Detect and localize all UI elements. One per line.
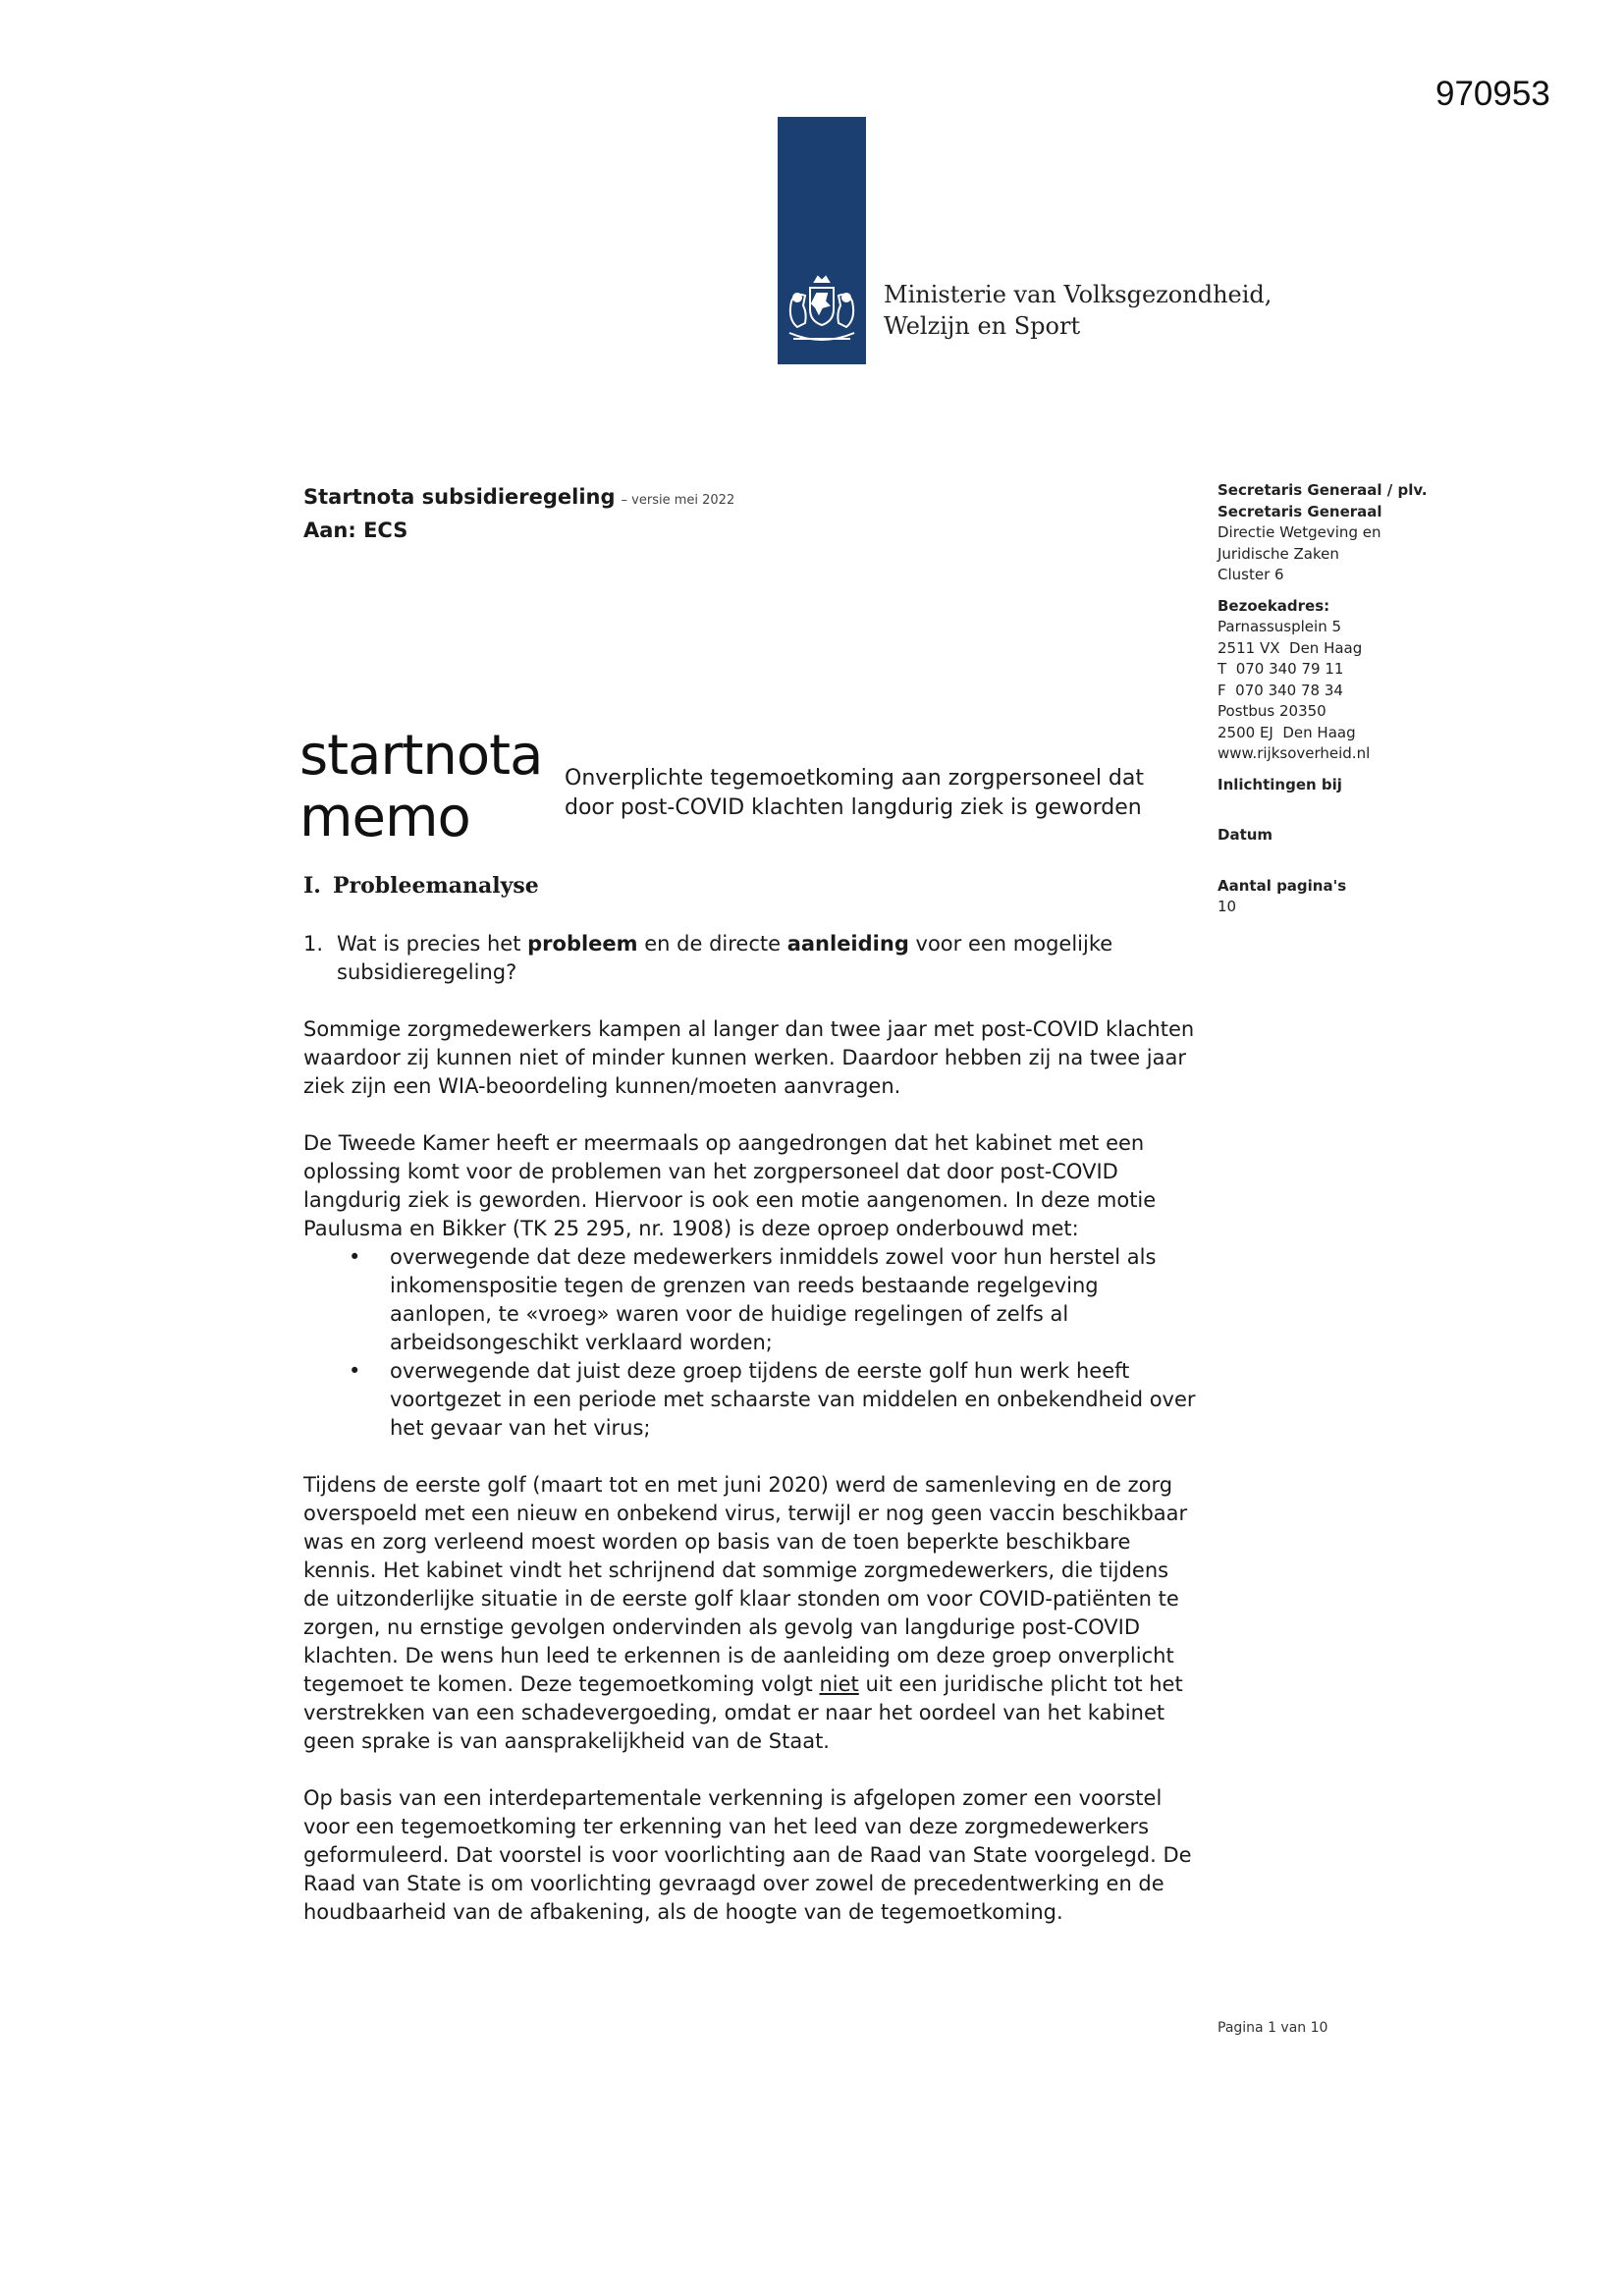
page-number: Pagina 1 van 10 xyxy=(1218,2020,1328,2036)
paragraph-2: De Tweede Kamer heeft er meermaals op aangedrongen dat het kabinet met een oplossing komt voor de problemen van het zorgpersoneel dat door post-COVID langdurig ziek is geworden. Hiervoor is ook een motie aangenomen. In deze motie Paulusma en Bikker (TK 25 295, nr. 1908) is deze oproep onderbouwd met: xyxy=(303,1131,1157,1240)
sender-line1: Secretaris Generaal / plv. xyxy=(1218,481,1428,499)
question-number: 1. xyxy=(303,932,324,956)
section-heading xyxy=(303,872,1199,901)
phone: T 070 340 79 11 xyxy=(1218,660,1344,678)
memo-title xyxy=(299,725,542,848)
department-line1: Directie Wetgeving en xyxy=(1218,523,1381,541)
section-title: Probleemanalyse xyxy=(332,873,539,899)
document-body xyxy=(303,872,1199,1955)
cluster: Cluster 6 xyxy=(1218,566,1284,583)
department-line2: Juridische Zaken xyxy=(1218,544,1339,563)
postcode-city: 2511 VX Den Haag xyxy=(1218,638,1363,657)
memo-title-line2: memo xyxy=(299,786,470,849)
list-item xyxy=(303,1243,1199,1357)
ministry-name xyxy=(884,279,1272,342)
underlined-emphasis: niet xyxy=(819,1672,859,1696)
section-number: I. xyxy=(303,873,321,899)
pobox: Postbus 20350 xyxy=(1218,702,1326,720)
document-number: 970953 xyxy=(1435,75,1550,113)
question-text: en de directe xyxy=(637,932,787,956)
paragraph-1: Sommige zorgmedewerkers kampen al langer dan twee jaar met post-COVID klachten waardoor zij kunnen niet of minder kunnen werken. Daardoor hebben zij na twee jaar ziek zijn een WIA-beoordeling kunnen/moeten aanvragen. xyxy=(303,1017,1195,1098)
bullet: • xyxy=(349,1359,361,1383)
paragraph-3 xyxy=(303,1471,1199,1756)
memo-title-line1: startnota xyxy=(299,724,543,788)
question-1 xyxy=(303,930,1199,987)
paragraph-3-text: Tijdens de eerste golf (maart tot en met juni 2020) werd de samenleving en de zorg overspoeld met een nieuw en onbekend virus, terwijl er nog geen vaccin beschikbaar was en zorg verleend moest worden op basis van de toen beperkte beschikbare kennis. Het kabinet vindt het schrijnend dat sommige zorgmedewerkers, die tijdens de uitzonderlijke situatie in de eerste golf klaar stonden om voor COVID-patiënten te zorgen, nu ernstige gevolgen ondervinden als gevolg van langdurige post-COVID klachten. De wens hun leed te erkennen is de aanleiding om deze groep onverplicht tegemoet te komen. Deze tegemoetkoming volgt xyxy=(303,1473,1188,1696)
sender-sidebar xyxy=(1218,480,1512,918)
royal-coat-of-arms-icon xyxy=(778,272,866,355)
inquiries-label: Inlichtingen bij xyxy=(1218,775,1342,793)
sender-line2: Secretaris Generaal xyxy=(1218,502,1382,520)
question-text: voor een mogelijke subsidieregeling? xyxy=(337,932,1113,984)
document-title: Startnota subsidieregeling xyxy=(303,485,616,509)
page-count-label: Aantal pagina's xyxy=(1218,876,1347,895)
recipient: Aan: ECS xyxy=(303,519,408,542)
paragraph-3-text: uit een juridische plicht tot het verstrekken van een schadevergoeding, omdat er naar het oordeel van het kabinet geen sprake is van aansprakelijkheid van de Staat. xyxy=(303,1672,1183,1753)
paragraph-4: Op basis van een interdepartementale verkenning is afgelopen zomer een voorstel voor een tegemoetkoming ter erkenning van het leed van deze zorgmedewerkers geformuleerd. Dat voorstel is voor voorlichting aan de Raad van State voorgelegd. De Raad van State is om voorlichting gevraagd over zowel de precedentwerking en de houdbaarheid van de afbakening, als de hoogte van de tegemoetkoming. xyxy=(303,1786,1192,1924)
document-header xyxy=(303,482,734,545)
date-label: Datum xyxy=(1218,826,1273,844)
motion-list xyxy=(303,1243,1199,1443)
version-note: – versie mei 2022 xyxy=(621,493,735,508)
memo-subject: Onverplichte tegemoetkoming aan zorgpersoneel dat door post-COVID klachten langdurig ziek is geworden xyxy=(565,766,1145,820)
list-item xyxy=(303,1357,1199,1443)
visit-address-label: Bezoekadres: xyxy=(1218,596,1330,615)
question-emphasis: aanleiding xyxy=(786,932,909,956)
bullet: • xyxy=(349,1245,361,1269)
question-text: Wat is precies het xyxy=(337,932,528,956)
pobox-city: 2500 EJ Den Haag xyxy=(1218,723,1356,741)
list-item-text: overwegende dat juist deze groep tijdens de eerste golf hun werk heeft voortgezet in een periode met schaarste van middelen en onbekendheid over het gevaar van het virus; xyxy=(390,1359,1196,1440)
rijksoverheid-logo xyxy=(778,117,866,364)
street: Parnassusplein 5 xyxy=(1218,618,1342,635)
question-emphasis: probleem xyxy=(527,932,638,956)
fax: F 070 340 78 34 xyxy=(1218,681,1343,699)
website-link[interactable]: www.rijksoverheid.nl xyxy=(1218,744,1371,762)
ministry-name-line2: Welzijn en Sport xyxy=(884,312,1081,340)
list-item-text: overwegende dat deze medewerkers inmiddels zowel voor hun herstel als inkomenspositie tegen de grenzen van reeds bestaande regelgeving aanlopen, te «vroeg» waren voor de huidige regelingen of zelfs al arbeidsongeschikt verklaard worden; xyxy=(390,1245,1157,1354)
ministry-name-line1: Ministerie van Volksgezondheid, xyxy=(884,281,1272,308)
page-count-value: 10 xyxy=(1218,898,1237,915)
